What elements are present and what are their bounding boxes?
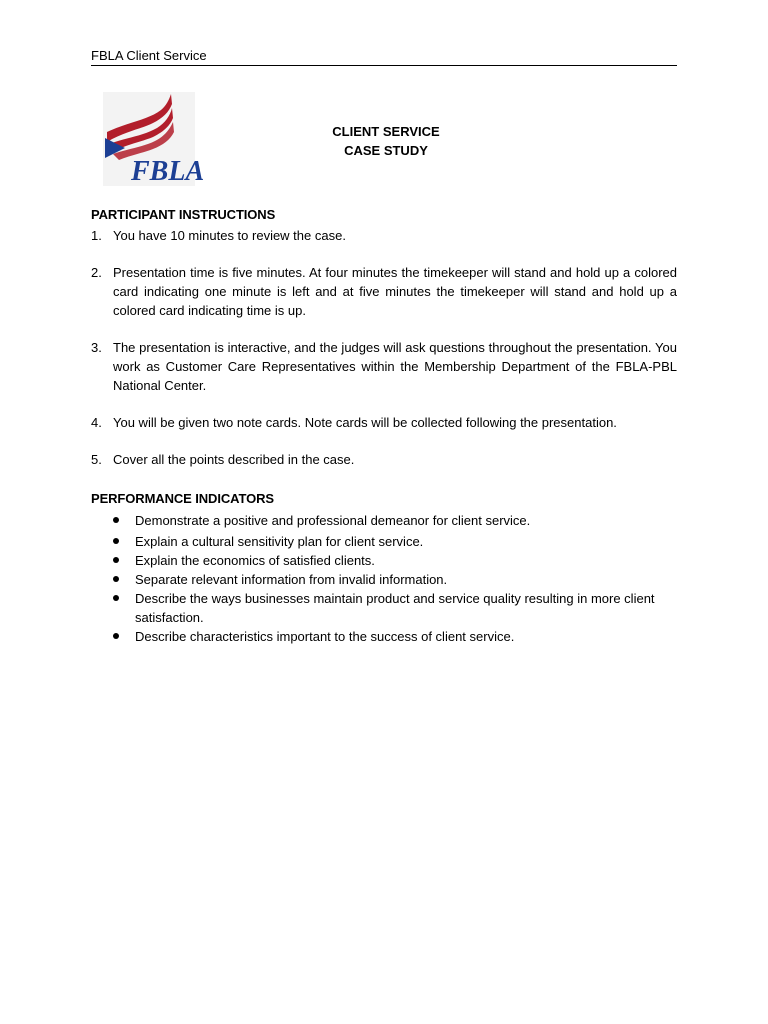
bullet-icon: [113, 557, 119, 563]
instruction-number: 5.: [91, 452, 102, 467]
indicator-item: [113, 570, 677, 589]
document-title: [290, 122, 482, 160]
instruction-text: The presentation is interactive, and the judges will ask questions throughout the presentation. You work as Customer Care Representatives within the Membership Department of the FBLA-PBL National Center.: [113, 340, 677, 393]
bullet-icon: [113, 595, 119, 601]
instruction-item: [91, 450, 677, 469]
bullet-icon: [113, 538, 119, 544]
indicator-item: [113, 627, 677, 646]
instruction-item: [91, 413, 677, 432]
indicator-text: Explain a cultural sensitivity plan for client service.: [135, 534, 424, 549]
performance-heading: PERFORMANCE INDICATORS: [91, 491, 274, 506]
instruction-item: [91, 263, 677, 320]
title-line-2: CASE STUDY: [344, 143, 428, 158]
indicator-text: Describe characteristics important to the success of client service.: [135, 629, 515, 644]
performance-list: [113, 511, 677, 646]
indicator-text: Explain the economics of satisfied clients.: [135, 553, 375, 568]
instructions-heading: PARTICIPANT INSTRUCTIONS: [91, 207, 276, 222]
indicator-item: [113, 551, 677, 570]
logo-wordmark: FBLA: [131, 156, 205, 187]
instruction-item: [91, 226, 677, 245]
bullet-icon: [113, 633, 119, 639]
bullet-icon: [113, 517, 119, 523]
instruction-number: 1.: [91, 228, 102, 243]
indicator-item: [113, 589, 677, 627]
instruction-text: Cover all the points described in the case.: [113, 452, 355, 467]
instruction-text: You have 10 minutes to review the case.: [113, 228, 346, 243]
indicator-text: Demonstrate a positive and professional demeanor for client service.: [135, 513, 531, 528]
page-header: FBLA Client Service: [91, 47, 677, 66]
title-line-1: CLIENT SERVICE: [332, 124, 440, 139]
indicator-text: Describe the ways businesses maintain product and service quality resulting in more client satisfaction.: [135, 591, 655, 625]
instruction-text: You will be given two note cards. Note cards will be collected following the presentation.: [113, 415, 617, 430]
instructions-list: [91, 226, 677, 487]
bullet-icon: [113, 576, 119, 582]
instruction-item: [91, 338, 677, 395]
indicator-item: [113, 511, 677, 530]
indicator-item: [113, 532, 677, 551]
instruction-text: Presentation time is five minutes. At four minutes the timekeeper will stand and hold up a colored card indicating one minute is left and at five minutes the timekeeper will stand and hold up a colored card indicating time is up.: [113, 265, 677, 318]
instruction-number: 3.: [91, 340, 102, 355]
fbla-logo: [103, 92, 205, 187]
instruction-number: 4.: [91, 415, 102, 430]
instruction-number: 2.: [91, 265, 102, 280]
indicator-text: Separate relevant information from invalid information.: [135, 572, 448, 587]
